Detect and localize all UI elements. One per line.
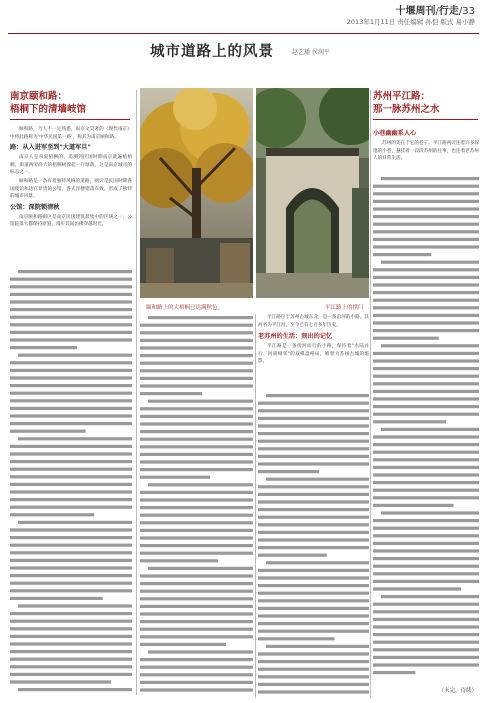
text-line	[373, 565, 479, 568]
text-line	[10, 452, 132, 455]
text-line	[258, 493, 369, 496]
text-line	[18, 270, 132, 273]
text-line	[373, 656, 479, 659]
column-three	[258, 314, 369, 367]
text-line	[258, 402, 369, 405]
text-line	[373, 534, 479, 537]
text-line	[258, 607, 369, 610]
text-line	[373, 618, 479, 621]
text-line	[381, 428, 479, 431]
text-line	[373, 481, 479, 484]
text-line	[258, 569, 369, 572]
text-line	[10, 346, 77, 349]
text-line	[258, 614, 369, 617]
text-line	[10, 574, 132, 577]
text-line	[140, 688, 253, 691]
publication-name: 十堰周刊	[395, 6, 436, 17]
caption-plane-tree: 颐和路上的大梧桐已达满秋色。	[146, 305, 224, 311]
text-line	[373, 641, 479, 644]
text-line	[10, 392, 132, 395]
text-line	[373, 253, 431, 256]
text-line	[10, 490, 132, 493]
text-line	[381, 511, 479, 514]
text-line	[140, 559, 218, 562]
text-line	[10, 468, 132, 471]
text-line	[18, 354, 132, 357]
text-line	[140, 354, 253, 357]
text-line	[258, 516, 369, 519]
section-one-heading-line2: 梧桐下的清墙岐馆	[10, 104, 87, 115]
text-line	[140, 498, 253, 501]
section-two-heading-line2: 那一脉苏州之水	[373, 104, 440, 115]
caption-arch-gate: 平江路上的拱门	[325, 305, 364, 311]
text-line	[266, 645, 369, 648]
text-line	[373, 648, 479, 651]
text-line	[258, 447, 369, 450]
text-line	[258, 668, 369, 671]
text-line	[140, 392, 202, 395]
text-line	[258, 576, 369, 579]
text-line	[10, 308, 132, 311]
text-line	[373, 489, 479, 492]
section-one-rule	[10, 119, 130, 120]
text-line	[373, 663, 479, 666]
text-line	[140, 514, 253, 517]
text-line	[373, 420, 446, 423]
text-line	[258, 554, 327, 557]
text-line	[10, 551, 132, 554]
text-line	[10, 300, 132, 303]
text-line	[10, 506, 132, 509]
text-line	[10, 430, 86, 433]
text-line	[258, 424, 369, 427]
text-line	[373, 435, 479, 438]
text-line	[258, 675, 369, 678]
text-line	[140, 430, 253, 433]
suzhou-subhead-two: 小巷幽幽系人心	[373, 130, 417, 137]
text-line	[373, 245, 479, 248]
text-line	[10, 384, 132, 387]
text-line	[10, 285, 132, 288]
text-line	[373, 549, 479, 552]
text-line	[10, 475, 132, 478]
text-line	[10, 635, 132, 638]
text-line	[266, 478, 369, 481]
text-line	[10, 680, 111, 683]
article-title: 城市道路上的风景	[150, 43, 274, 60]
text-line	[148, 567, 253, 570]
text-line	[18, 604, 132, 607]
text-line	[10, 498, 132, 501]
text-line	[258, 592, 369, 595]
text-line	[140, 673, 253, 676]
text-line	[373, 200, 479, 203]
text-line	[140, 506, 253, 509]
section-one-heading-line1: 南京颐和路：	[10, 91, 68, 102]
subhead-one: 路：从入进军至到"大道军旦"	[10, 144, 91, 152]
paragraph-one: 南京人是喜爱梧桐的，追溯到民国时期南京就遍植梧桐，街道两旁高大的梧桐树撑起一片绿荫，这是南京城市的标志之一。	[10, 155, 132, 176]
text-line	[258, 462, 369, 465]
text-line	[258, 455, 369, 458]
text-line	[373, 633, 479, 636]
text-line	[10, 665, 132, 668]
text-line	[373, 321, 479, 324]
text-line	[373, 466, 479, 469]
column-divider-mid	[255, 314, 256, 698]
text-line	[258, 432, 369, 435]
text-line	[10, 544, 132, 547]
suzhou-subhead-one: 老苏州的生活：刻出的记忆	[258, 333, 333, 341]
end-mark: （未完，待续）	[438, 688, 477, 694]
text-line	[381, 595, 479, 598]
text-line	[373, 185, 479, 188]
text-line	[18, 688, 132, 691]
column-divider-left	[136, 90, 137, 695]
text-line	[373, 443, 479, 446]
text-line	[373, 527, 479, 530]
text-line	[373, 337, 439, 340]
text-line	[258, 637, 335, 640]
text-line	[373, 625, 479, 628]
text-line	[140, 445, 253, 448]
suzhou-paragraph-two: 平江路是一条傍河而行的小路，保持着"水陆并行、河街相邻"的双棋盘格局，被誉为苏州古城的缩影。	[258, 344, 369, 365]
text-line	[140, 468, 253, 471]
publication-masthead	[396, 2, 475, 17]
text-line	[140, 415, 253, 418]
text-line	[10, 642, 132, 645]
text-line	[258, 584, 369, 587]
text-line	[373, 314, 479, 317]
text-line	[373, 451, 479, 454]
text-line	[140, 536, 253, 539]
column-four-text-lines	[373, 175, 479, 685]
section-two-heading-line1: 苏州平江路：	[373, 91, 431, 102]
text-line	[10, 559, 132, 562]
text-line	[10, 566, 132, 569]
column-four	[373, 126, 479, 164]
text-line	[140, 491, 253, 494]
text-line	[258, 417, 369, 420]
text-line	[373, 207, 479, 210]
text-line	[140, 597, 253, 600]
paragraph-three: 南京颐和路街区是南京民国建筑最集中的区域之一，公馆院落大都保持原貌，漫步其间仿佛穿越时光。	[10, 214, 132, 228]
text-line	[373, 238, 479, 241]
text-line	[10, 422, 132, 425]
byline: 赵艺璠 侯润平	[292, 49, 330, 56]
text-line	[258, 409, 369, 412]
text-line	[10, 293, 132, 296]
text-line	[373, 671, 415, 674]
text-line	[258, 599, 369, 602]
text-line	[140, 453, 253, 456]
text-line	[140, 643, 226, 646]
column-one-text-lines	[10, 268, 132, 698]
text-line	[258, 546, 369, 549]
text-line	[10, 376, 132, 379]
text-line	[140, 476, 210, 479]
text-line	[140, 346, 253, 349]
text-line	[140, 628, 253, 631]
text-line	[140, 339, 253, 342]
text-line	[140, 605, 253, 608]
text-line	[373, 496, 479, 499]
text-line	[373, 382, 479, 385]
text-line	[10, 407, 132, 410]
text-line	[258, 523, 369, 526]
suzhou-paragraph-three: 苏州的美在于它的巷子。平江路两旁连着许多深邃的小巷，悬挂着一段段苏州的往事，也连着老苏州人的日常生活。	[373, 141, 479, 162]
text-line	[10, 536, 132, 539]
intro-paragraph: 颐和路，乃人不一定熟悉，南京文昊著的《现代南京》中将此路称为‘中华民国第一路’，称其为南京颐和路。	[10, 127, 132, 140]
text-line	[10, 513, 94, 516]
text-line	[140, 384, 253, 387]
text-line	[373, 375, 479, 378]
text-line	[10, 627, 132, 630]
text-line	[140, 612, 253, 615]
text-line	[10, 597, 103, 600]
text-line	[10, 399, 132, 402]
text-line	[258, 690, 369, 693]
text-line	[258, 485, 369, 488]
text-line	[140, 324, 253, 327]
text-line	[373, 291, 479, 294]
text-line	[140, 422, 253, 425]
text-line	[10, 620, 132, 623]
photo-plane-tree	[140, 88, 253, 298]
text-line	[10, 483, 132, 486]
text-line	[373, 473, 479, 476]
text-line	[373, 352, 479, 355]
text-line	[258, 508, 369, 511]
section-two-rule	[373, 119, 478, 120]
text-line	[258, 683, 369, 686]
text-line	[373, 276, 479, 279]
text-line	[373, 603, 479, 606]
page-number: /33	[458, 6, 475, 17]
text-line	[140, 529, 253, 532]
text-line	[373, 542, 479, 545]
text-line	[258, 538, 369, 541]
section-one-heading	[10, 90, 140, 116]
text-line	[381, 344, 479, 347]
text-line	[148, 650, 253, 653]
text-line	[373, 268, 479, 271]
text-line	[373, 359, 479, 362]
text-line	[148, 316, 253, 319]
text-line	[10, 460, 132, 463]
text-line	[140, 620, 253, 623]
date-line: 2013年1月11日 责任编辑 孙恺 版式 易小静	[346, 18, 475, 26]
text-line	[10, 673, 132, 676]
text-line	[140, 544, 253, 547]
text-line	[373, 405, 479, 408]
text-line	[148, 400, 253, 403]
text-line	[140, 635, 253, 638]
text-line	[140, 377, 253, 380]
masthead-slash: /	[435, 6, 439, 17]
text-line	[373, 413, 479, 416]
text-line	[266, 394, 369, 397]
text-line	[10, 445, 132, 448]
text-line	[10, 414, 132, 417]
text-line	[373, 299, 479, 302]
text-line	[373, 572, 479, 575]
column-two-text-lines	[140, 314, 253, 698]
text-line	[140, 407, 253, 410]
text-line	[258, 660, 369, 663]
text-line	[140, 582, 253, 585]
text-line	[258, 470, 319, 473]
text-line	[140, 369, 253, 372]
text-line	[373, 230, 479, 233]
photo-arch-gate	[256, 88, 369, 298]
text-line	[266, 561, 369, 564]
text-line	[373, 587, 461, 590]
text-line	[258, 622, 369, 625]
text-line	[140, 362, 253, 365]
subhead-two: 公馆：深院锁清秋	[10, 203, 60, 211]
paragraph-two: 颐和路是一条有着独特风格的道路，两旁是民国时期各国使馆和达官显贵的公馆，各式洋楼错落有致，形成了独特的城市风景。	[10, 178, 132, 200]
text-line	[373, 557, 479, 560]
text-line	[373, 223, 479, 226]
text-line	[18, 521, 132, 524]
text-line	[140, 521, 253, 524]
text-line	[10, 612, 132, 615]
text-line	[140, 681, 253, 684]
text-line	[148, 483, 253, 486]
text-line	[140, 331, 253, 334]
text-line	[10, 589, 132, 592]
text-line	[140, 666, 253, 669]
text-line	[10, 650, 132, 653]
text-line	[10, 323, 132, 326]
section-name: 行走	[438, 6, 459, 17]
text-line	[140, 590, 253, 593]
text-line	[140, 658, 253, 661]
text-line	[373, 329, 479, 332]
text-line	[10, 528, 132, 531]
text-line	[373, 306, 479, 309]
text-line	[381, 177, 479, 180]
text-line	[373, 580, 479, 583]
text-line	[373, 458, 479, 461]
text-line	[10, 658, 132, 661]
column-one	[10, 126, 132, 230]
text-line	[373, 215, 479, 218]
text-line	[258, 500, 369, 503]
text-line	[18, 437, 132, 440]
text-line	[373, 504, 454, 507]
text-line	[140, 460, 253, 463]
text-line	[373, 397, 479, 400]
text-line	[381, 261, 479, 264]
text-line	[10, 278, 132, 281]
text-line	[10, 582, 132, 585]
suzhou-paragraph-one: 平江路位于苏州古城东北，是一条沿河的小路，其河名为平江河，至今已有七百多年历史。	[258, 315, 369, 328]
text-line	[258, 652, 369, 655]
text-line	[140, 574, 253, 577]
text-line	[258, 440, 369, 443]
text-line	[373, 519, 479, 522]
text-line	[10, 361, 132, 364]
text-line	[10, 369, 132, 372]
text-line	[373, 283, 479, 286]
column-three-text-lines	[258, 392, 369, 698]
column-divider-right	[370, 90, 371, 698]
text-line	[10, 316, 132, 319]
text-line	[373, 610, 479, 613]
text-line	[373, 390, 479, 393]
section-two-heading	[373, 90, 483, 116]
text-line	[373, 367, 479, 370]
text-line	[10, 331, 132, 334]
text-line	[140, 552, 253, 555]
text-line	[258, 630, 369, 633]
text-line	[10, 338, 132, 341]
text-line	[140, 438, 253, 441]
masthead-rule	[8, 33, 479, 34]
text-line	[373, 192, 479, 195]
text-line	[258, 531, 369, 534]
